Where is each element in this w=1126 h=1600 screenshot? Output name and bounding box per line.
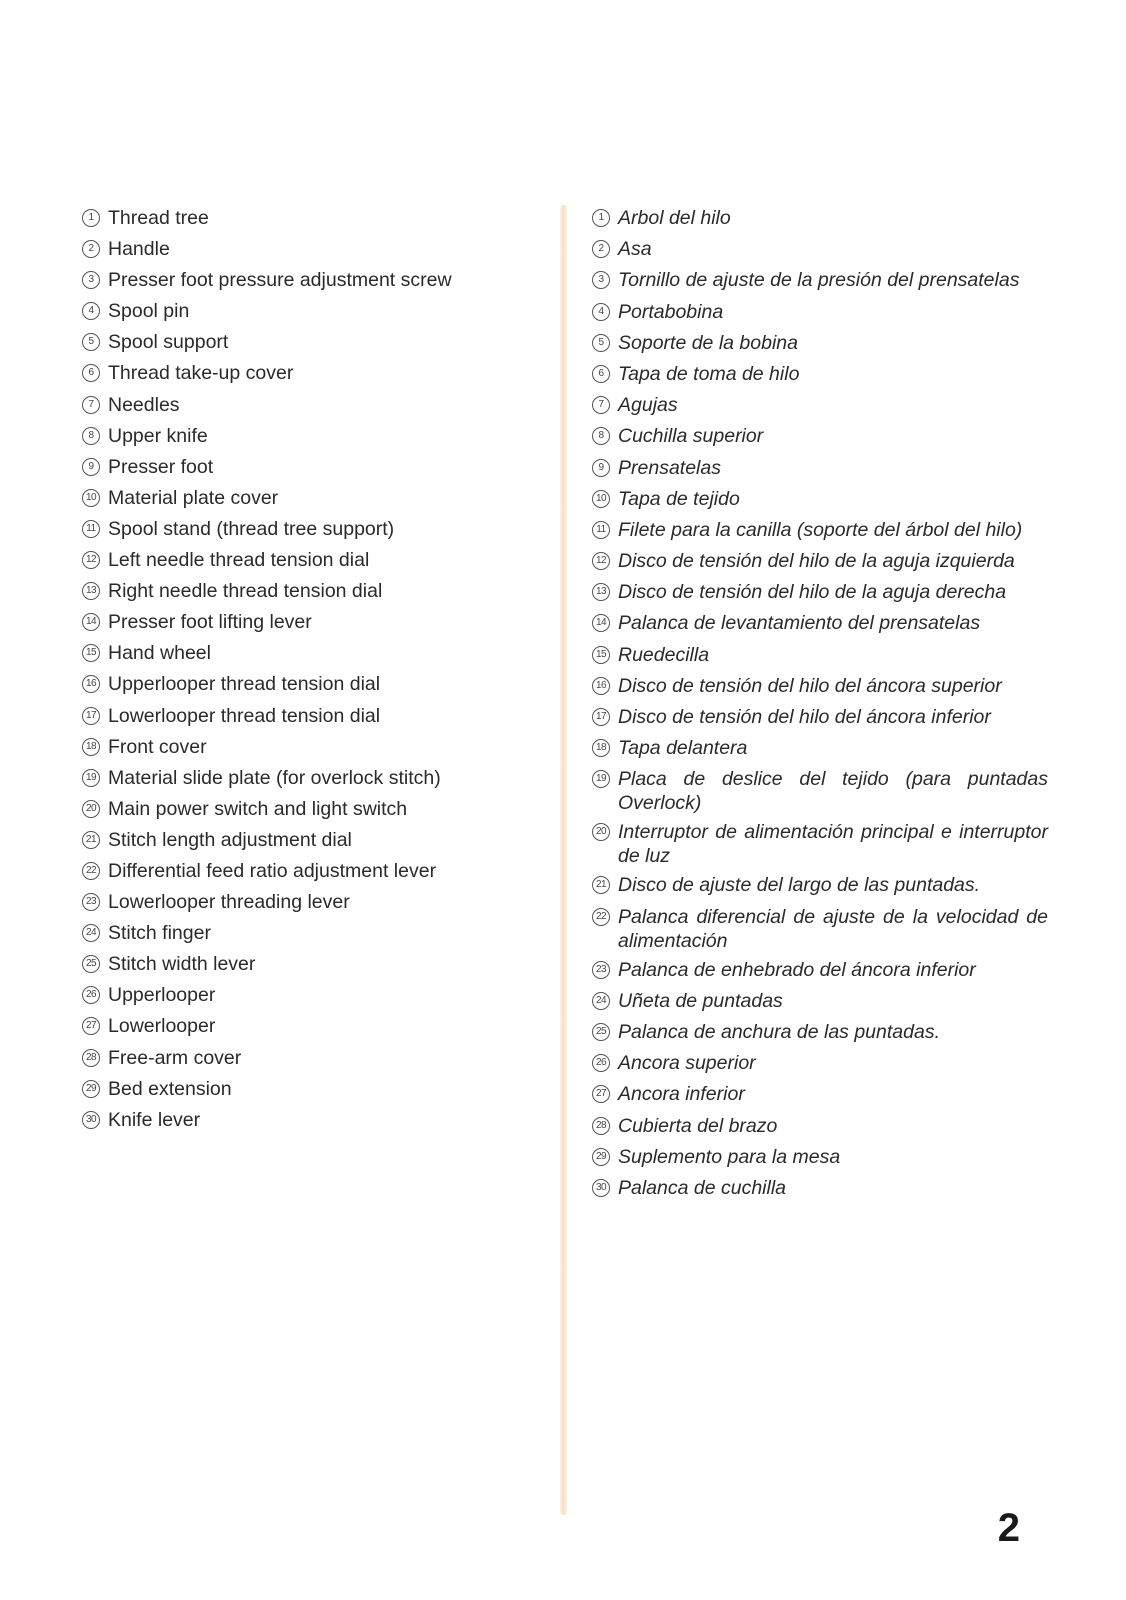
item-label: Main power switch and light switch — [108, 797, 408, 820]
english-list-item — [82, 983, 532, 1014]
item-number-badge: 15 — [82, 644, 100, 662]
spanish-list-item — [592, 767, 1048, 815]
item-label: Arbol del hilo — [618, 207, 731, 229]
item-label: Stitch finger — [108, 922, 211, 945]
item-number-badge: 7 — [82, 396, 100, 414]
item-number-badge: 6 — [82, 364, 100, 382]
item-label: Tapa de toma de hilo — [618, 362, 800, 385]
spanish-list-item — [592, 549, 1048, 573]
item-label: Stitch length adjustment dial — [108, 828, 352, 851]
item-number-badge: 19 — [82, 769, 100, 787]
english-list-item — [82, 268, 532, 299]
item-label: Material slide plate (for overlock stitch) — [108, 766, 441, 789]
item-number-badge: 24 — [82, 924, 100, 942]
item-label: Cuchilla superior — [618, 425, 764, 448]
item-number-badge: 18 — [82, 738, 100, 756]
item-number-badge: 22 — [592, 908, 610, 926]
item-number-badge: 8 — [82, 427, 100, 445]
item-number-badge: 9 — [592, 459, 610, 477]
english-list-item — [82, 672, 532, 703]
spanish-list-item — [592, 300, 1048, 324]
item-number-badge: 12 — [82, 551, 100, 569]
spanish-list-item — [592, 1176, 1048, 1200]
item-number-badge: 10 — [82, 489, 100, 507]
column-divider — [560, 205, 567, 1515]
item-label: Cubierta del brazo — [618, 1114, 778, 1137]
item-label: Lowerlooper threading lever — [108, 891, 350, 914]
item-label: Ruedecilla — [618, 643, 710, 666]
item-label: Spool stand (thread tree support) — [108, 517, 395, 540]
spanish-list-item — [592, 1051, 1048, 1075]
item-label: Upperlooper thread tension dial — [108, 673, 381, 696]
item-label: Ancora superior — [618, 1052, 756, 1075]
item-number-badge: 26 — [82, 986, 100, 1004]
spanish-list-item — [592, 958, 1048, 982]
spanish-list-item — [592, 1020, 1048, 1044]
item-label: Disco de tensión del hilo de la aguja izquierda — [618, 550, 1015, 573]
item-number-badge: 29 — [592, 1148, 610, 1166]
item-number-badge: 1 — [592, 209, 610, 227]
english-list-item — [82, 455, 532, 486]
spanish-list-item — [592, 611, 1048, 635]
english-list-item — [82, 735, 532, 766]
item-label: Tornillo de ajuste de la presión del prensatelas — [618, 269, 1020, 292]
english-list-item — [82, 206, 532, 237]
item-label: Presser foot — [108, 455, 214, 478]
spanish-list-item — [592, 362, 1048, 386]
item-label: Interruptor de alimentación principal e interruptor de luz — [618, 821, 1048, 868]
english-parts-list — [82, 206, 532, 1139]
item-number-badge: 21 — [592, 876, 610, 894]
item-number-badge: 7 — [592, 396, 610, 414]
item-number-badge: 29 — [82, 1080, 100, 1098]
item-number-badge: 21 — [82, 831, 100, 849]
english-list-item — [82, 859, 532, 890]
item-number-badge: 11 — [592, 521, 610, 539]
spanish-list-item — [592, 1082, 1048, 1106]
item-label: Upperlooper — [108, 984, 216, 1007]
item-number-badge: 1 — [82, 209, 100, 227]
item-label: Spool pin — [108, 300, 190, 323]
english-list-item — [82, 1014, 532, 1045]
english-list-item — [82, 361, 532, 392]
item-label: Palanca de cuchilla — [618, 1176, 787, 1199]
item-label: Uñeta de puntadas — [618, 989, 783, 1012]
english-list-item — [82, 1108, 532, 1139]
item-label: Placa de deslice del tejido (para puntadas Overlock) — [618, 768, 1048, 815]
page-number: 2 — [997, 1506, 1020, 1550]
item-number-badge: 5 — [592, 334, 610, 352]
item-label: Filete para la canilla (soporte del árbol del hilo) — [618, 518, 1023, 541]
english-list-item — [82, 299, 532, 330]
item-label: Palanca de levantamiento del prensatelas — [618, 612, 981, 635]
item-label: Upper knife — [108, 424, 208, 447]
item-label: Tapa delantera — [618, 737, 748, 760]
item-label: Disco de ajuste del largo de las puntadas. — [618, 874, 981, 897]
item-number-badge: 2 — [82, 240, 100, 258]
item-number-badge: 9 — [82, 458, 100, 476]
item-number-badge: 25 — [592, 1023, 610, 1041]
item-number-badge: 20 — [592, 823, 610, 841]
item-number-badge: 4 — [592, 303, 610, 321]
item-label: Needles — [108, 393, 180, 416]
item-number-badge: 16 — [592, 677, 610, 695]
item-number-badge: 10 — [592, 490, 610, 508]
spanish-list-item — [592, 268, 1048, 292]
item-number-badge: 26 — [592, 1054, 610, 1072]
item-number-badge: 11 — [82, 520, 100, 538]
item-label: Bed extension — [108, 1077, 232, 1100]
item-number-badge: 14 — [592, 614, 610, 632]
item-number-badge: 18 — [592, 739, 610, 757]
item-number-badge: 23 — [82, 893, 100, 911]
spanish-list-item — [592, 905, 1048, 953]
item-label: Presser foot pressure adjustment screw — [108, 269, 452, 292]
item-label: Hand wheel — [108, 642, 211, 665]
item-label: Agujas — [618, 394, 678, 417]
spanish-list-item — [592, 705, 1048, 729]
english-list-item — [82, 330, 532, 361]
item-number-badge: 19 — [592, 770, 610, 788]
spanish-list-item — [592, 873, 1048, 897]
english-list-item — [82, 1046, 532, 1077]
spanish-list-item — [592, 424, 1048, 448]
spanish-list-item — [592, 206, 1048, 230]
spanish-list-item — [592, 393, 1048, 417]
spanish-list-item — [592, 487, 1048, 511]
english-list-item — [82, 766, 532, 797]
spanish-parts-list — [592, 206, 1048, 1207]
item-label: Spool support — [108, 331, 229, 354]
english-list-item — [82, 486, 532, 517]
item-number-badge: 8 — [592, 427, 610, 445]
item-number-badge: 2 — [592, 240, 610, 258]
item-number-badge: 15 — [592, 646, 610, 664]
item-label: Prensatelas — [618, 456, 721, 479]
item-number-badge: 30 — [82, 1111, 100, 1129]
item-number-badge: 20 — [82, 800, 100, 818]
english-list-item — [82, 921, 532, 952]
item-label: Disco de tensión del hilo del áncora superior — [618, 674, 1002, 697]
spanish-list-item — [592, 1145, 1048, 1169]
spanish-list-item — [592, 580, 1048, 604]
item-label: Lowerlooper — [108, 1015, 216, 1038]
item-label: Thread take-up cover — [108, 362, 294, 385]
item-label: Right needle thread tension dial — [108, 580, 383, 603]
item-label: Disco de tensión del hilo de la aguja derecha — [618, 581, 1007, 604]
item-number-badge: 16 — [82, 675, 100, 693]
item-label: Soporte de la bobina — [618, 331, 798, 354]
item-label: Material plate cover — [108, 486, 279, 509]
english-list-item — [82, 579, 532, 610]
item-label: Asa — [618, 238, 652, 261]
item-number-badge: 3 — [82, 271, 100, 289]
item-label: Portabobina — [618, 300, 724, 323]
item-number-badge: 14 — [82, 613, 100, 631]
english-list-item — [82, 1077, 532, 1108]
item-number-badge: 23 — [592, 961, 610, 979]
item-number-badge: 25 — [82, 955, 100, 973]
english-list-item — [82, 237, 532, 268]
english-list-item — [82, 610, 532, 641]
item-label: Free-arm cover — [108, 1046, 242, 1069]
item-number-badge: 5 — [82, 333, 100, 351]
item-label: Palanca de anchura de las puntadas. — [618, 1020, 940, 1043]
item-label: Ancora inferior — [618, 1083, 745, 1106]
english-list-item — [82, 393, 532, 424]
spanish-list-item — [592, 1114, 1048, 1138]
item-label: Lowerlooper thread tension dial — [108, 704, 381, 727]
item-number-badge: 28 — [592, 1117, 610, 1135]
item-number-badge: 13 — [592, 583, 610, 601]
english-list-item — [82, 797, 532, 828]
item-number-badge: 17 — [592, 708, 610, 726]
english-list-item — [82, 424, 532, 455]
english-list-item — [82, 548, 532, 579]
item-number-badge: 13 — [82, 582, 100, 600]
spanish-list-item — [592, 331, 1048, 355]
item-number-badge: 12 — [592, 552, 610, 570]
english-list-item — [82, 641, 532, 672]
item-label: Thread tree — [108, 207, 209, 229]
item-number-badge: 27 — [592, 1085, 610, 1103]
item-number-badge: 30 — [592, 1179, 610, 1197]
spanish-list-item — [592, 674, 1048, 698]
spanish-list-item — [592, 736, 1048, 760]
item-label: Suplemento para la mesa — [618, 1145, 841, 1168]
item-label: Palanca de enhebrado del áncora inferior — [618, 958, 976, 981]
item-label: Left needle thread tension dial — [108, 549, 370, 572]
item-number-badge: 27 — [82, 1017, 100, 1035]
item-label: Presser foot lifting lever — [108, 611, 312, 634]
english-list-item — [82, 890, 532, 921]
english-list-item — [82, 704, 532, 735]
item-number-badge: 4 — [82, 302, 100, 320]
item-number-badge: 24 — [592, 992, 610, 1010]
spanish-list-item — [592, 518, 1048, 542]
spanish-list-item — [592, 456, 1048, 480]
english-list-item — [82, 952, 532, 983]
item-label: Stitch width lever — [108, 953, 256, 976]
item-label: Knife lever — [108, 1108, 201, 1131]
english-list-item — [82, 517, 532, 548]
item-number-badge: 3 — [592, 271, 610, 289]
item-label: Differential feed ratio adjustment lever — [108, 859, 437, 882]
spanish-list-item — [592, 820, 1048, 868]
item-label: Tapa de tejido — [618, 487, 740, 510]
item-number-badge: 17 — [82, 707, 100, 725]
spanish-list-item — [592, 643, 1048, 667]
item-number-badge: 22 — [82, 862, 100, 880]
item-label: Disco de tensión del hilo del áncora inferior — [618, 706, 991, 728]
item-label: Front cover — [108, 735, 207, 758]
item-label: Handle — [108, 238, 170, 261]
english-list-item — [82, 828, 532, 859]
item-label: Palanca diferencial de ajuste de la velocidad de alimentación — [618, 905, 1048, 952]
spanish-list-item — [592, 237, 1048, 261]
item-number-badge: 28 — [82, 1049, 100, 1067]
spanish-list-item — [592, 989, 1048, 1013]
item-number-badge: 6 — [592, 365, 610, 383]
